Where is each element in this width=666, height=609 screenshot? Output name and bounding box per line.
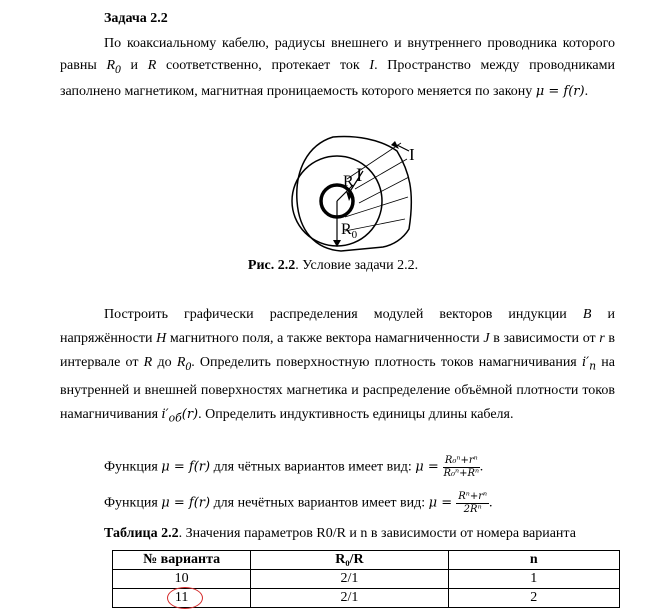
var-i-n: $i'_п$ (581, 355, 597, 373)
header-n: n (448, 551, 619, 570)
law-formula: μ = f(r) (535, 83, 585, 99)
coax-cable-figure (285, 131, 425, 259)
var-H: H (156, 331, 167, 346)
function-odd-line: Функция μ = f(r) для нечётных вариантов имеет вид: μ = $\frac{\text{Rⁿ+rⁿ}}{\text{2Rⁿ}}$ . (104, 491, 493, 515)
var-R: R (143, 355, 153, 370)
var-r: r (599, 331, 605, 346)
parameters-table (112, 550, 620, 608)
odd-fraction: $\frac{\text{Rⁿ+rⁿ}}{\text{2Rⁿ}}$ (458, 491, 488, 515)
label-R: R (343, 173, 354, 190)
var-I: I (369, 58, 375, 73)
var-R: R (147, 58, 157, 73)
var-R0: $R_0$ (106, 58, 121, 76)
table-caption: Таблица 2.2. Значения параметров R0/R и n в зависимости от номера варианта (104, 526, 576, 541)
table-header-row (113, 551, 620, 570)
cell-variant: 10 (113, 570, 251, 589)
var-i-ob: $i'_{об}(r)$ (161, 406, 199, 425)
table-row (113, 589, 620, 608)
task-title: Задача 2.2 (104, 11, 168, 26)
cell-variant-highlighted (113, 589, 251, 608)
var-R0: $R_0$ (176, 355, 192, 373)
header-variant: № варианта (113, 551, 251, 570)
label-I-outer: I (409, 145, 415, 164)
even-fraction: $\frac{\text{R₀ⁿ+rⁿ}}{\text{R₀ⁿ+Rⁿ}}$ (443, 455, 480, 479)
task-intro-paragraph: По коаксиальному кабелю, радиусы внешнего и внутреннего проводника которого равны $R_0$ и R соответственно, протекает ток I. Пространство между проводниками заполнено магнетиком, магнитная проницаемость которого меняется по закону μ = f(r). (60, 36, 615, 99)
var-J: J (483, 331, 490, 346)
task-body-paragraph: Построить графически распределения модулей векторов индукции B и напряжённости H магнитного поля, а также вектора намагниченности J в зависимости от r в интервале от R до $R_0$. Определить поверхностную плотность токов намагничивания $i'_п$ на внутренней и внешней поверхностях магнетика и распределение объёмной плотности токов намагничивания $i'_{об}(r)$. Определить индуктивность единицы длины кабеля. (60, 307, 616, 425)
var-B: B (582, 307, 592, 322)
cell-n: 1 (448, 570, 619, 589)
intro-text: По коаксиальному кабелю, радиусы внешнего и внутреннего проводника которого равны (60, 36, 615, 73)
table-row (113, 570, 620, 589)
header-ratio: R₀/R (251, 551, 448, 570)
highlight-circle: 11 (174, 590, 189, 605)
cell-ratio: 2/1 (251, 570, 448, 589)
cell-ratio: 2/1 (251, 589, 448, 608)
function-even-line: Функция μ = f(r) для чётных вариантов имеет вид: μ = $\frac{\text{R₀ⁿ+rⁿ}}{\text{R₀ⁿ+Rⁿ}}$ . (104, 455, 484, 479)
label-R0: $R_0$ (341, 221, 358, 241)
cell-n: 2 (448, 589, 619, 608)
figure-caption: Рис. 2.2. Условие задачи 2.2. (247, 258, 419, 273)
current-outer-arrow (397, 145, 409, 151)
label-I-inner: I (356, 165, 363, 186)
